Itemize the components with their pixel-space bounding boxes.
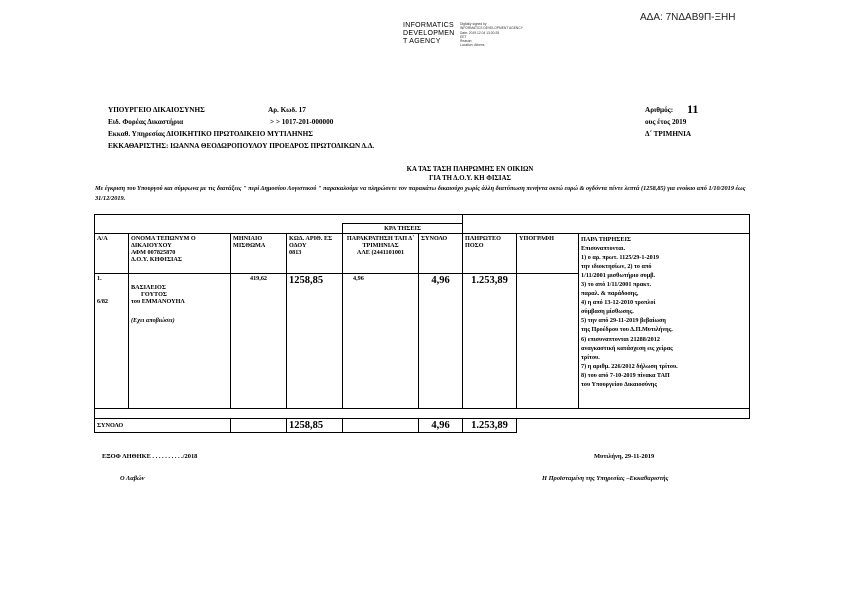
- paid-label: ΕΞΟΦ ΛΗΘΗΚΕ . . . . . . . . . ./2018: [102, 453, 198, 460]
- header-name-label: ΟΝΟΜΑ ΤΕΠΩΝΥΜ Ο ΔΙΚΑΙΟΥΧΟΥ: [131, 235, 196, 249]
- remark-line: της Προέδρου του Δ.Π.Μυτιλήνης.: [581, 326, 673, 334]
- remark-line: 8) του από 7-10-2019 πίνακα ΤΑΠ: [581, 371, 670, 379]
- remark-line: 5) την από 29-11-2019 βεβαίωση: [581, 317, 666, 325]
- row-aa-number: 1.: [97, 275, 102, 282]
- totals-total-value: 4,96: [431, 420, 450, 431]
- ministry-name: ΥΠΟΥΡΓΕΙΟ ΔΙΚΑΙΟΣΥΝΗΣ: [108, 106, 205, 114]
- header-monthly: ΜΗΝΙΑΙΟ ΜΙΣΘΩΜΑ: [231, 234, 287, 274]
- signature-detail-line: INFORMATICS DEVELOPMENT AGENCY: [460, 26, 523, 31]
- header-kad-label: ΚΩΔ. ΑΡΙΘ. ΕΣ ΟΔΟΥ: [289, 235, 333, 249]
- totals-empty: [343, 419, 419, 433]
- row-amount-value: 1258,85: [289, 275, 324, 286]
- signature-details: [460, 22, 523, 48]
- row-payable: [463, 274, 517, 409]
- row-signature: [517, 274, 579, 409]
- signature-org: [403, 22, 455, 46]
- remark-line: 4) η από 13-12-2010 τροπλοί: [581, 299, 656, 307]
- signature-detail-line: EET: [460, 34, 467, 39]
- signature-detail-line: Digitally signed by: [460, 22, 487, 26]
- remark-line: αναγκαστική κατάσχεση εις χείρας: [581, 344, 673, 352]
- totals-amount-value: 1258,85: [289, 420, 324, 431]
- document-title: ΚΑ ΤΑΣ ΤΑΣΗ ΠΛΗΡΩΜΗΣ ΕΝ ΟΙΚΙΩΝ: [406, 166, 534, 173]
- header-withholding: [343, 234, 419, 274]
- signature-org-line: T AGENCY: [403, 38, 441, 45]
- remark-line: σύμβαση μίσθωσης.: [581, 308, 634, 316]
- row-aa-sub: 6/82: [97, 298, 109, 305]
- document-subtitle: ΓΙΑ ΤΗ Δ.Ο.Υ. ΚΗ ΦΙΣΙΑΣ: [429, 175, 511, 182]
- table-spacer-row: [95, 409, 750, 419]
- remark-line: παραλ. & παράδοσης,: [581, 290, 639, 298]
- header-total: ΣΥΝΟΛΟ: [419, 234, 463, 274]
- remark-line: την ιδιοκτησίων, 2) το από: [581, 263, 652, 271]
- table-group-spacer: [463, 224, 750, 234]
- header-remarks-sub: Επισυναπτονται.: [581, 245, 626, 253]
- payment-table: [94, 214, 750, 433]
- beneficiary-note: (Εχει αποβιώσει): [131, 317, 175, 324]
- row-payable-value: 1.253,89: [471, 275, 508, 286]
- header-signature: ΥΠΟΓΡΑΦΗ: [517, 234, 579, 274]
- header-payable: ΠΛΗΡΩΤΕΟ ΠΟΣΟ: [463, 234, 517, 274]
- beneficiary-name-line: του ΕΜΜΑΝΟΥΗΛ: [131, 298, 185, 305]
- number-label: Αριθμός:: [645, 106, 674, 114]
- row-monthly: 419,62: [231, 274, 287, 409]
- clearer-label: ΕΚΚΑΘΑΡΙΣΤΗΣ: ΙΩΑΝΝΑ ΘΕΟΔΩΡΟΠΟΥΛΟΥ ΠΡΟΕΔΡΟΣ ΠΡΩΤΟΔΙΚΩΝ Δ.Δ.: [108, 142, 375, 150]
- header-kad-code: 0813: [289, 249, 302, 256]
- signature-detail-line: Location: Athens: [460, 43, 485, 48]
- quarter-label: Δ΄ ΤΡΙΜΗΝΙΑ: [645, 130, 692, 138]
- intro-paragraph: Με έγκριση του Υπουργού και σύμφωνα με τις διατάξεις " περί Δημοσίου Λογιστικού " παρακαλούμε να πληρώσετε τον παρακάτω δικαιούχο χωρίς άλλη διατύπωση πενήντα οκτώ ευρώ & ογδόντα πέντε λεπτά (1258,85) για ενοίκιο από 1/10/2019 έως 31/12/2019.: [95, 185, 746, 202]
- signature-detail-line: Date: 2019.12.04 13:30:28: [460, 30, 500, 35]
- totals-empty: [517, 419, 750, 433]
- totals-payable-value: 1.253,89: [471, 420, 508, 431]
- table-top-spacer: [463, 215, 750, 224]
- row-total: [419, 274, 463, 409]
- totals-total: [419, 419, 463, 433]
- header-withholding-line: ΠΑΡΑΚΡΑΤΗΣΗ ΤΑΠ Δ΄: [346, 235, 415, 242]
- header-withholding-line: ΤΡΙΜΗΝΙΑΣ: [362, 242, 399, 249]
- remark-line: 7) η αριθμ. 226/2012 δήλωση τρίτου.: [581, 362, 678, 370]
- header-name: [129, 234, 231, 274]
- beneficiary-name-line: ΓΟΥΤΟΣ: [141, 291, 167, 298]
- row-amount: [287, 274, 343, 409]
- remark-line: του Υπουργείου Δικαιοσύνης: [581, 380, 657, 388]
- withholdings-group-header: ΚΡΑ ΤΗΣΕΙΣ: [343, 224, 463, 234]
- remark-line: 6) επισυναπτονται 21288/2012: [581, 335, 660, 343]
- signature-org-line: INFORMATICS: [403, 22, 455, 29]
- totals-amount: [287, 419, 343, 433]
- agency-label: Ειδ. Φορέας Δικαστήρια: [108, 118, 184, 126]
- header-doy: Δ.Ο.Υ. ΚΗΦΙΣΙΑΣ: [131, 256, 182, 263]
- header-afm: ΑΦΜ 007825870: [131, 249, 176, 256]
- totals-label: ΣΥΝΟΛΟ: [95, 419, 231, 433]
- row-aa: [95, 274, 129, 409]
- recipient-label: Ο Λαβών: [120, 475, 145, 482]
- beneficiary-name-line: ΒΑΣΙΛΕΙΟΣ: [131, 284, 166, 291]
- totals-row: [95, 419, 750, 433]
- row-name: [129, 274, 231, 409]
- year-label: ους έτος 2019: [645, 118, 687, 126]
- remark-line: τρίτου.: [581, 353, 600, 361]
- header-aa: Α/Α: [95, 234, 129, 274]
- totals-empty: [231, 419, 287, 433]
- signature-detail-line: Reason:: [460, 39, 473, 44]
- row-withholding: 4,96: [343, 274, 419, 409]
- header-remarks: ΠΑΡΑ ΤΗΡΗΣΕΙΣ: [581, 236, 631, 243]
- code-label: Αρ. Κωδ. 17: [268, 106, 306, 114]
- header-kad: [287, 234, 343, 274]
- remark-line: 1/11/2001 μισθωτήριο συμβ.: [581, 272, 656, 280]
- service-label: Εκκαθ. Υπηρεσίας ΔΙΟΙΚΗΤΙΚΟ ΠΡΩΤΟΔΙΚΕΙΟ ΜΥΤΙΛΗΝΗΣ: [108, 130, 313, 138]
- remarks-cell: [579, 234, 750, 409]
- number-value: 11: [687, 102, 699, 116]
- remark-line: 1) ο αρ. πρωτ. 1125/29-1-2019: [581, 254, 659, 262]
- table-group-spacer: [95, 224, 343, 234]
- row-total-value: 4,96: [431, 275, 450, 286]
- header-withholding-line: ΑΛΕ (2441101001: [356, 249, 405, 256]
- agency-code: > > 1017-201-000000: [270, 118, 334, 126]
- signer-label: Η Προϊσταμένη της Υπηρεσίας –Εκκαθαριστής: [542, 475, 669, 482]
- table-top-spacer: [95, 215, 463, 224]
- place-date: Μυτιλήνη, 29-11-2019: [594, 453, 655, 460]
- remark-line: 3) το από 1/11/2001 πρακτ.: [581, 281, 651, 289]
- ada-code: ΑΔΑ: 7ΝΔΑΒ9Π-ΞΗΗ: [640, 12, 736, 23]
- totals-payable: [463, 419, 517, 433]
- signature-org-line: DEVELOPMEN: [403, 30, 455, 37]
